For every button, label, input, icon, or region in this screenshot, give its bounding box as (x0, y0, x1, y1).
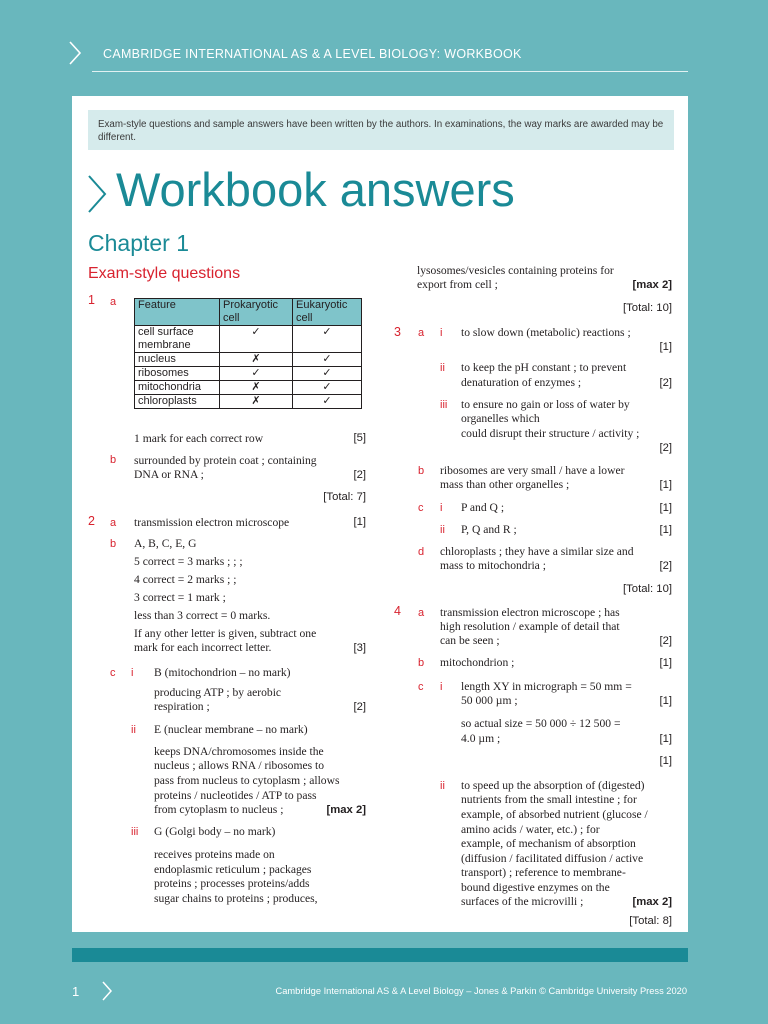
answer-text: (diffusion / facilitated diffusion / active (461, 852, 644, 865)
part-label: a (418, 327, 425, 339)
mark: [1] (659, 479, 672, 491)
answer-text: to slow down (metabolic) reactions ; (461, 326, 631, 339)
answer-text: denaturation of enzymes ; (461, 376, 582, 389)
table-cell: ✗ (220, 353, 293, 367)
mark: [1] (659, 755, 672, 767)
mark: [1] (659, 657, 672, 669)
chapter-heading: Chapter 1 (88, 230, 190, 256)
book-title: CAMBRIDGE INTERNATIONAL AS & A LEVEL BIOLOGY: WORKBOOK (103, 47, 522, 61)
answer-text: 5 correct = 3 marks ; ; ; (134, 555, 243, 568)
answer-text: export from cell ; (417, 278, 498, 291)
mark: [max 2] (326, 804, 366, 816)
table-cell: ✓ (220, 326, 293, 353)
answer-text: amino acids / water, etc.) ; for (461, 823, 600, 836)
total-mark: [Total: 10] (623, 302, 672, 314)
subpart-label: i (440, 327, 443, 339)
part-label: a (110, 517, 117, 529)
page-number: 1 (72, 984, 80, 999)
answer-text: endoplasmic reticulum ; packages (154, 863, 312, 876)
table-cell: ✗ (220, 381, 293, 395)
answer-text: example, of absorbed nutrient (glucose / (461, 808, 648, 821)
part-label: c (110, 667, 116, 679)
table-cell: ribosomes (135, 367, 220, 381)
subpart-label: i (440, 681, 443, 693)
part-label: d (418, 546, 425, 558)
table-header-row (135, 299, 362, 326)
answer-text: 1 mark for each correct row (134, 432, 264, 445)
answer-text: pass from nucleus to cytoplasm ; allows (154, 774, 340, 787)
total-mark: [Total: 8] (629, 915, 672, 927)
answer-text: from cytoplasm to nucleus ; (154, 803, 284, 816)
subpart-label: i (440, 502, 443, 514)
mark: [2] (659, 377, 672, 389)
part-label: b (418, 657, 425, 669)
answer-text: surrounded by protein coat ; containing (134, 454, 317, 467)
table-row (135, 381, 362, 395)
table-header: Prokaryotic cell (220, 299, 293, 326)
answer-text: chloroplasts ; they have a similar size and (440, 545, 634, 558)
answer-text: A, B, C, E, G (134, 537, 197, 550)
page-title (86, 162, 515, 217)
part-label: b (110, 454, 117, 466)
copyright-footer: Cambridge International AS & A Level Biology – Jones & Parkin © Cambridge University Press 2020 (275, 986, 687, 996)
question-number: 1 (88, 293, 95, 307)
page-title-text: Workbook answers (116, 163, 515, 216)
table-cell: chloroplasts (135, 395, 220, 409)
answer-text: DNA or RNA ; (134, 468, 204, 481)
subpart-label: iii (131, 826, 139, 838)
answer-text: 4 correct = 2 marks ; ; (134, 573, 237, 586)
answer-text: mass than other organelles ; (440, 478, 570, 491)
table-cell: cell surface membrane (135, 326, 220, 353)
subpart-label: ii (440, 524, 445, 536)
mark: [2] (659, 635, 672, 647)
total-mark: [Total: 7] (323, 491, 366, 503)
answer-text: nucleus ; allows RNA / ribosomes to (154, 759, 325, 772)
answer-text: can be seen ; (440, 634, 500, 647)
subpart-label: iii (440, 399, 448, 411)
mark: [max 2] (632, 896, 672, 908)
table-cell: ✓ (293, 367, 362, 381)
table-row (135, 326, 362, 353)
answer-text: length XY in micrograph = 50 mm = (461, 680, 632, 693)
table-row (135, 367, 362, 381)
part-label: c (418, 502, 424, 514)
subpart-label: i (131, 667, 134, 679)
answer-text: receives proteins made on (154, 848, 275, 861)
answer-text: respiration ; (154, 700, 210, 713)
table-row (135, 353, 362, 367)
mark: [1] (659, 341, 672, 353)
table-header: Eukaryotic cell (293, 299, 362, 326)
part-label: a (110, 296, 117, 308)
question-number: 2 (88, 514, 95, 528)
part-label: b (110, 538, 117, 550)
mark: [2] (659, 560, 672, 572)
mark: [3] (353, 642, 366, 654)
answer-text: nutrients from the small intestine ; for (461, 793, 637, 806)
answer-text: 50 000 µm ; (461, 694, 518, 707)
table-cell: ✓ (293, 353, 362, 367)
page (72, 96, 688, 932)
answer-text: producing ATP ; by aerobic (154, 686, 282, 699)
answer-text: organelles which (461, 412, 540, 425)
answer-text: lysosomes/vesicles containing proteins for (417, 264, 614, 277)
table-cell: ✗ (220, 395, 293, 409)
answer-text: to keep the pH constant ; to prevent (461, 361, 627, 374)
mark: [2] (353, 701, 366, 713)
answer-text: transmission electron microscope ; has (440, 606, 620, 619)
answer-text: proteins ; processes proteins/adds (154, 877, 310, 890)
answer-text: surfaces of the microvilli ; (461, 895, 584, 908)
mark: [1] (659, 502, 672, 514)
answer-text: mark for each incorrect letter. (134, 641, 272, 654)
table-row (135, 395, 362, 409)
answer-text: less than 3 correct = 0 marks. (134, 609, 271, 622)
chevron-right-icon (86, 173, 108, 215)
subpart-label: ii (440, 780, 445, 792)
table-cell: ✓ (220, 367, 293, 381)
answer-text: example, of mechanism of absorption (461, 837, 636, 850)
answer-text: P and Q ; (461, 501, 505, 514)
answer-text: If any other letter is given, subtract one (134, 627, 317, 640)
mark: [2] (353, 469, 366, 481)
mark: [1] (659, 695, 672, 707)
answer-text: E (nuclear membrane – no mark) (154, 723, 308, 736)
section-heading: Exam-style questions (88, 265, 241, 282)
answer-text: G (Golgi body – no mark) (154, 825, 276, 838)
total-mark: [Total: 10] (623, 583, 672, 595)
answer-text: proteins / nucleotides / ATP to pass (154, 789, 317, 802)
footer-bar (72, 948, 688, 962)
answer-text: transmission electron microscope (134, 516, 290, 529)
answer-text: P, Q and R ; (461, 523, 517, 536)
mark: [1] (353, 516, 366, 528)
table-cell: mitochondria (135, 381, 220, 395)
answer-text: could disrupt their structure / activity ; (461, 427, 640, 440)
table-cell: ✓ (293, 326, 362, 353)
answer-text: sugar chains to proteins ; produces, (154, 892, 318, 905)
table-cell: nucleus (135, 353, 220, 367)
table-cell: ✓ (293, 395, 362, 409)
part-label: c (418, 681, 424, 693)
mark: [2] (659, 442, 672, 454)
answer-text: keeps DNA/chromosomes inside the (154, 745, 324, 758)
answer-text: mass to mitochondria ; (440, 559, 546, 572)
answer-text: to speed up the absorption of (digested) (461, 779, 645, 792)
part-label: a (418, 607, 425, 619)
header-divider (92, 71, 688, 72)
answer-text: 4.0 µm ; (461, 732, 501, 745)
question-number: 3 (394, 325, 401, 339)
answer-text: so actual size = 50 000 ÷ 12 500 = (461, 717, 621, 730)
answer-text: bound digestive enzymes on the (461, 881, 610, 894)
question-number: 4 (394, 604, 401, 618)
table-cell: ✓ (293, 381, 362, 395)
part-label: b (418, 465, 425, 477)
answer-text: transport) ; reference to membrane- (461, 866, 626, 879)
answer-text: high resolution / example of detail that (440, 620, 620, 633)
answer-text: ribosomes are very small / have a lower (440, 464, 625, 477)
answer-text: mitochondrion ; (440, 656, 515, 669)
chevron-right-icon (68, 40, 82, 66)
answer-text: 3 correct = 1 mark ; (134, 591, 226, 604)
feature-table (134, 298, 362, 409)
subpart-label: ii (440, 362, 445, 374)
subpart-label: ii (131, 724, 136, 736)
mark: [1] (659, 733, 672, 745)
answer-text: to ensure no gain or loss of water by (461, 398, 630, 411)
table-header: Feature (135, 299, 220, 326)
mark: [max 2] (632, 279, 672, 291)
disclaimer-notice: Exam-style questions and sample answers have been written by the authors. In examinations, the way marks are awarded may be different. (88, 110, 674, 150)
answer-text: B (mitochondrion – no mark) (154, 666, 291, 679)
mark: [5] (353, 432, 366, 444)
mark: [1] (659, 524, 672, 536)
chevron-right-icon (101, 980, 113, 1002)
